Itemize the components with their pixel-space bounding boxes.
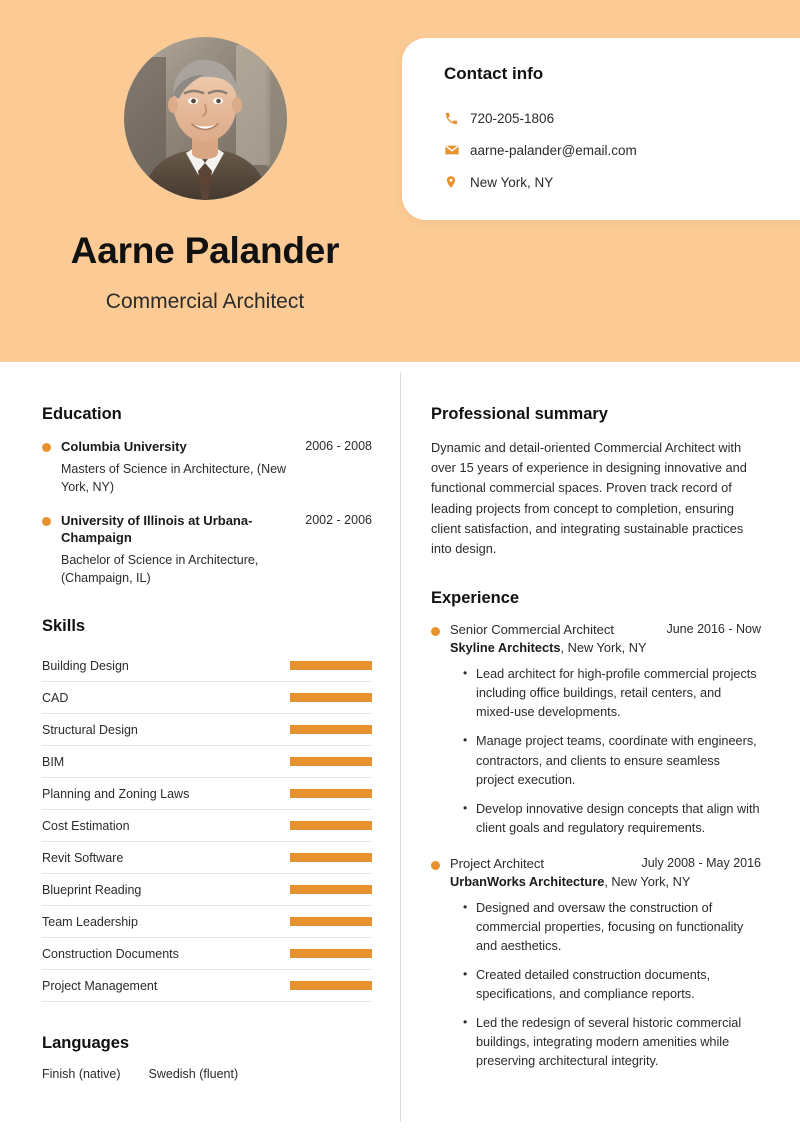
experience-bullet-list	[463, 665, 761, 837]
experience-date: July 2008 - May 2016	[641, 855, 761, 870]
skill-name: Project Management	[42, 978, 158, 993]
skill-level-bar	[290, 661, 372, 670]
education-section	[42, 405, 372, 587]
skill-level-fill	[290, 821, 372, 830]
phone-value: 720-205-1806	[470, 110, 555, 126]
contact-card	[402, 38, 800, 220]
skill-level-fill	[290, 853, 372, 862]
skill-name: Building Design	[42, 658, 129, 673]
contact-title: Contact info	[444, 64, 544, 83]
skill-level-bar	[290, 693, 372, 702]
skill-level-bar	[290, 821, 372, 830]
skill-row	[42, 906, 372, 938]
experience-role: Senior Commercial Architect	[450, 622, 614, 638]
languages-section	[42, 1034, 372, 1081]
experience-bullet: • Develop innovative design concepts that align with client goals and regulatory requirements.	[463, 800, 761, 838]
skill-name: Planning and Zoning Laws	[42, 786, 190, 801]
experience-company-line	[450, 874, 761, 889]
skill-name: Revit Software	[42, 850, 124, 865]
bullet-dot-icon	[431, 627, 440, 636]
page-title: Aarne Palander	[70, 230, 340, 271]
contact-row-email[interactable]	[444, 136, 800, 164]
experience-company: UrbanWorks Architecture	[450, 873, 605, 889]
skill-level-bar	[290, 725, 372, 734]
skill-row	[42, 874, 372, 906]
bullet-dot-icon	[42, 517, 51, 526]
resume-body	[0, 362, 800, 1131]
skill-level-fill	[290, 917, 372, 926]
education-item	[42, 512, 372, 587]
job-title: Commercial Architect	[105, 290, 305, 313]
experience-bullet: • Manage project teams, coordinate with engineers, contractors, and clients to ensure seamless project execution.	[463, 732, 761, 789]
left-column	[42, 362, 372, 1081]
skill-level-fill	[290, 725, 372, 734]
experience-section	[431, 589, 761, 1071]
language-item: Swedish (fluent)	[148, 1067, 239, 1082]
language-item: Finish (native)	[42, 1067, 121, 1082]
skill-name: Construction Documents	[42, 946, 179, 961]
summary-section	[431, 405, 761, 559]
education-item	[42, 438, 372, 496]
experience-bullet: • Designed and oversaw the construction of commercial properties, focusing on functionality and aesthetics.	[463, 899, 761, 956]
phone-icon	[444, 111, 466, 126]
education-school: Columbia University	[61, 439, 187, 454]
skill-row	[42, 650, 372, 682]
skill-row	[42, 938, 372, 970]
skill-row	[42, 970, 372, 1002]
experience-company: Skyline Architects	[450, 640, 561, 656]
education-title: Education	[42, 405, 122, 423]
skill-level-bar	[290, 757, 372, 766]
skill-level-bar	[290, 789, 372, 798]
map-pin-icon	[444, 174, 466, 190]
summary-title: Professional summary	[431, 405, 608, 423]
skill-row	[42, 746, 372, 778]
skill-name: Structural Design	[42, 722, 138, 737]
skill-level-bar	[290, 853, 372, 862]
skill-level-bar	[290, 981, 372, 990]
skill-level-bar	[290, 949, 372, 958]
skill-level-fill	[290, 661, 372, 670]
experience-date: June 2016 - Now	[666, 622, 761, 637]
experience-bullet: • Led the redesign of several historic commercial buildings, integrating modern amenities while preserving architectural integrity.	[463, 1014, 761, 1071]
education-school: University of Illinois at Urbana-Champaign	[61, 512, 253, 546]
experience-bullet: • Lead architect for high-profile commercial projects including office buildings, retail centers, and mixed-use developments.	[463, 665, 761, 722]
skill-level-bar	[290, 885, 372, 894]
skill-name: Team Leadership	[42, 914, 138, 929]
experience-bullet-list	[463, 899, 761, 1071]
skill-level-fill	[290, 789, 372, 798]
experience-location: , New York, NY	[604, 873, 691, 889]
experience-role: Project Architect	[450, 855, 544, 871]
skill-name: CAD	[42, 690, 69, 705]
experience-item	[431, 856, 761, 1071]
envelope-icon	[444, 142, 466, 158]
education-degree: Masters of Science in Architecture, (New York, NY)	[61, 461, 287, 494]
skill-name: Blueprint Reading	[42, 882, 142, 897]
skill-level-fill	[290, 693, 372, 702]
skills-section	[42, 617, 372, 1002]
skill-row	[42, 842, 372, 874]
bullet-dot-icon	[42, 443, 51, 452]
experience-bullet: • Created detailed construction documents, specifications, and compliance reports.	[463, 966, 761, 1004]
education-date: 2002 - 2006	[305, 512, 372, 527]
right-column	[431, 362, 761, 1089]
profile-photo	[124, 37, 287, 200]
skill-row	[42, 682, 372, 714]
skill-row	[42, 810, 372, 842]
resume-header	[0, 0, 800, 362]
skill-level-fill	[290, 885, 372, 894]
skill-level-bar	[290, 917, 372, 926]
email-value: aarne-palander@email.com	[470, 142, 637, 158]
skill-level-fill	[290, 757, 372, 766]
skill-name: Cost Estimation	[42, 818, 130, 833]
experience-company-line	[450, 640, 761, 655]
contact-row-location[interactable]	[444, 168, 800, 196]
skill-row	[42, 714, 372, 746]
skill-name: BIM	[42, 754, 65, 769]
skills-title: Skills	[42, 617, 86, 636]
summary-text: Dynamic and detail-oriented Commercial Architect with over 15 years of experience in designing innovative and functional commercial spaces. Proven track record of leading projects from concept to completion, ensuring client satisfaction, and integrating sustainable practices into design.	[431, 440, 747, 557]
education-date: 2006 - 2008	[305, 439, 372, 453]
languages-title: Languages	[42, 1034, 130, 1053]
profile-photo-image	[124, 37, 287, 200]
bullet-dot-icon	[431, 861, 440, 870]
experience-item	[431, 622, 761, 837]
column-divider	[400, 372, 401, 1122]
skill-level-fill	[290, 949, 372, 958]
contact-row-phone[interactable]	[444, 104, 800, 132]
skill-row	[42, 778, 372, 810]
education-degree: Bachelor of Science in Architecture, (Champaign, IL)	[61, 552, 259, 586]
skill-level-fill	[290, 981, 372, 990]
experience-location: , New York, NY	[560, 640, 647, 656]
experience-title: Experience	[431, 589, 520, 608]
location-value: New York, NY	[470, 174, 554, 190]
